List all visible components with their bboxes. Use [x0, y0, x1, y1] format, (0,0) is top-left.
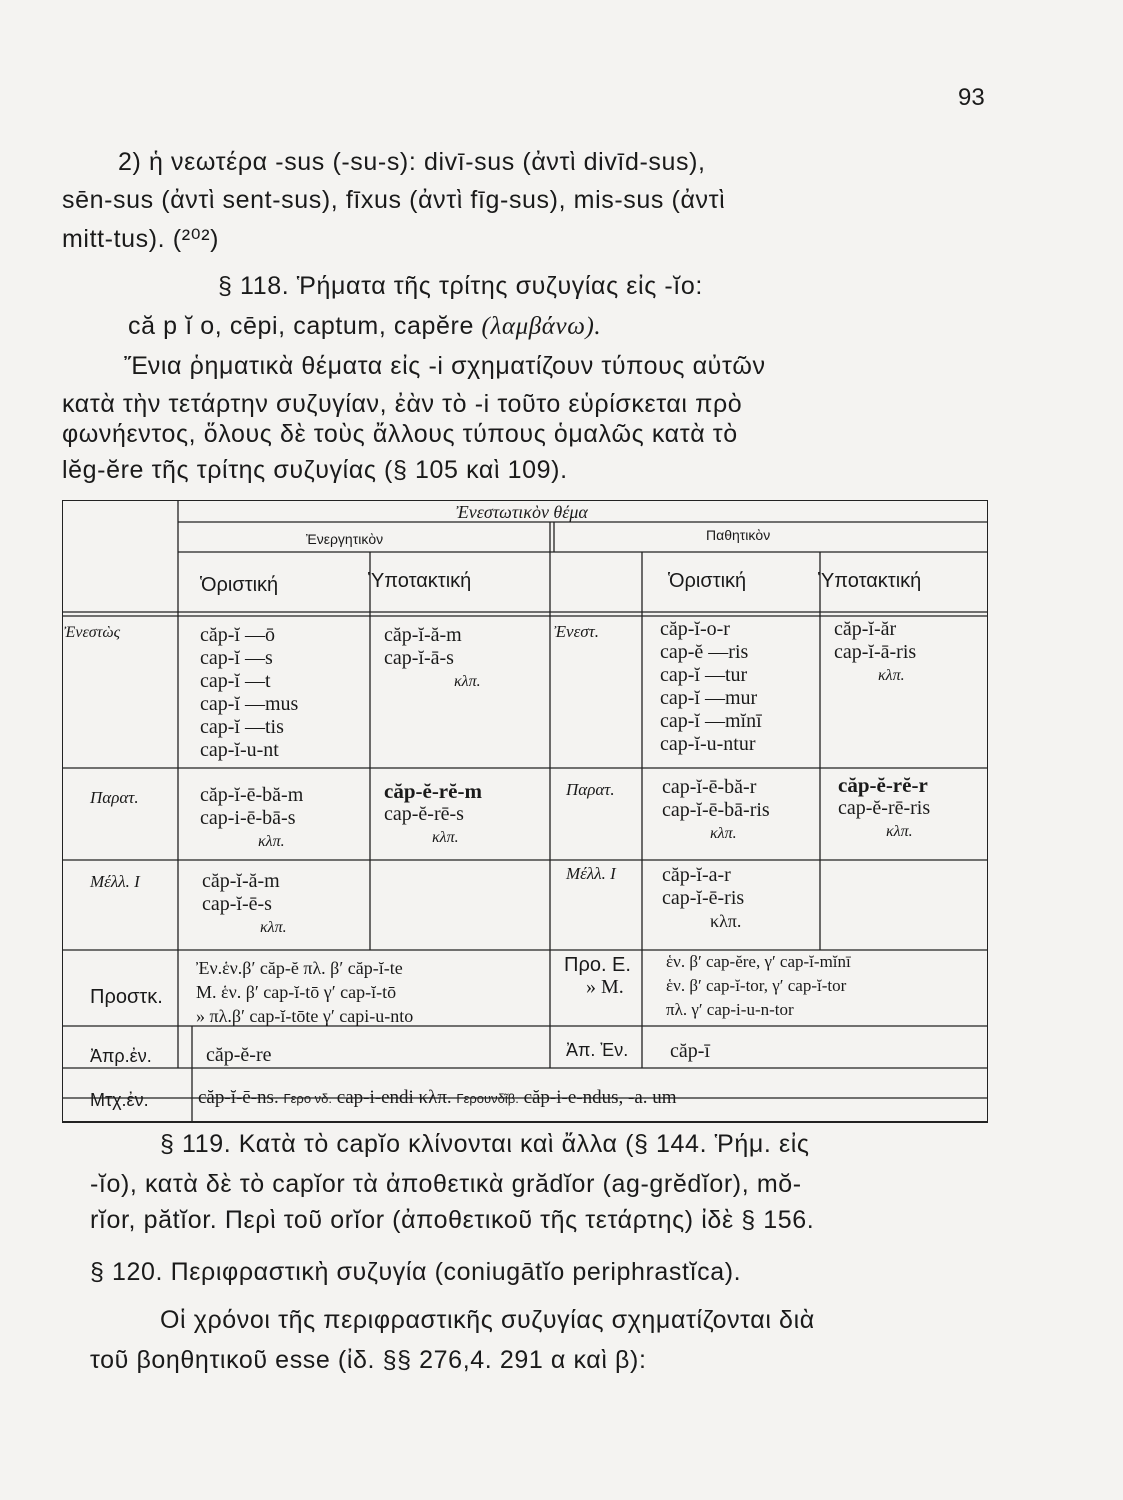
- active-indicative-present: [200, 624, 298, 762]
- participle: căp-ĭ-ē-ns.: [198, 1087, 279, 1108]
- para1-line1: 2) ἡ νεωτέρα -sus (-su-s): divī-sus (ἀντὶ divīd-sus),: [118, 148, 706, 176]
- table-title: Ἐνεστωτικὸν θέμα: [456, 502, 588, 522]
- gerundive: căp-i-e-ndus, -a. um: [523, 1087, 677, 1108]
- form: căp-ĭ-ăr: [834, 618, 897, 640]
- form: cap-ĭ-ē-bă-r: [662, 776, 757, 798]
- form: » πλ.β′ cap-ĭ-tōte γ′ capi-u-nto: [196, 1006, 414, 1026]
- form: cap-ĭ-ā-ris: [834, 641, 917, 663]
- form: cap-ĭ —s: [200, 647, 273, 669]
- header-active-indicative: Ὁριστική: [200, 574, 279, 596]
- form: cap-i-ē-bā-s: [200, 807, 296, 829]
- section-119-line2: -ĭo), κατὰ δὲ τὸ capĭor τὰ ἀποθετικὰ grădĭor (ag-grĕdĭor), mŏ-: [90, 1170, 802, 1198]
- example-gloss: (λαμβάνω).: [481, 313, 602, 340]
- row-label-future: Μέλλ. Ι: [90, 872, 140, 891]
- form: căp-ĭ —ō: [200, 624, 275, 646]
- active-subjunctive-present: [384, 624, 481, 693]
- header-passive-indicative: Ὁριστική: [668, 570, 747, 592]
- row-label-imperfect: Παρατ.: [90, 788, 139, 807]
- active-imperative: [196, 956, 413, 1028]
- participle-line: [198, 1086, 677, 1110]
- section-118-p3: φωνήεντος, ὅλους δὲ τοὺς ἄλλους τύπους ὁμαλῶς κατὰ τὸ: [62, 420, 738, 448]
- section-118-p4: lĕg-ĕre τῆς τρίτης συζυγίας (§ 105 καὶ 109).: [62, 456, 568, 484]
- form: cap-ĭ-ē-s: [202, 893, 272, 915]
- form: cap-ĭ —t: [200, 670, 271, 692]
- active-indicative-imperfect: [200, 784, 303, 853]
- section-120-line1: Οἱ χρόνοι τῆς περιφραστικῆς συζυγίας σχηματίζονται διὰ: [160, 1306, 815, 1334]
- row-label-present: Ἐνεστὼς: [64, 624, 121, 641]
- para1-line3: mitt-tus). (²⁰²): [62, 225, 220, 253]
- section-119-line3: rĭor, pătĭor. Περὶ τοῦ orĭor (ἀποθετικοῦ τῆς τετάρτης) ἰδὲ § 156.: [90, 1206, 815, 1234]
- section-118-p1: Ἔνια ῥηματικὰ θέματα εἰς -i σχηματίζουν τύπους αὐτῶν: [124, 352, 766, 380]
- row-label-imperative-passive-a: Προ. Ε.: [564, 954, 631, 976]
- form: cap-ĕ-rē-ris: [838, 797, 931, 819]
- section-120-heading: § 120. Περιφραστικὴ συζυγία (coniugātĭo periphrastĭca).: [90, 1258, 742, 1286]
- gerund: cap-i-endi κλπ.: [336, 1087, 452, 1108]
- example-forms: că p ĭ o, cēpi, captum, capĕre: [128, 312, 474, 340]
- form: cap-ĕ-rē-s: [384, 803, 464, 825]
- form: cap-ĭ —mus: [200, 693, 299, 715]
- form: căp-ĕ-rĕ-m: [384, 779, 482, 803]
- passive-indicative-future: [662, 864, 744, 933]
- section-120-line2: τοῦ βοηθητικοῦ esse (ἰδ. §§ 276,4. 291 α καὶ β):: [90, 1346, 647, 1374]
- form: ἑν. β′ cap-ĕre, γ′ cap-ĭ-mĭnī: [666, 952, 851, 971]
- etc-label: κλπ.: [886, 823, 913, 840]
- conjugation-table: [62, 500, 988, 1127]
- form: cap-ĭ-ē-bā-ris: [662, 799, 770, 821]
- form: căp-ĭ-o-r: [660, 618, 730, 640]
- etc-label: κλπ.: [710, 825, 737, 842]
- form: ἑν. β′ cap-ĭ-tor, γ′ cap-ĭ-tor: [666, 976, 847, 995]
- form: cap-ĭ-u-ntur: [660, 733, 756, 755]
- form: căp-ĕ-rĕ-r: [838, 773, 928, 797]
- passive-indicative-present: [660, 618, 762, 756]
- row-label-future-passive: Μέλλ. Ι: [566, 864, 616, 883]
- header-active-subjunctive: Ὑποτακτική: [368, 570, 472, 592]
- etc-label: κλπ.: [454, 673, 481, 690]
- row-label-participle: Μτχ.ἐν.: [90, 1090, 149, 1110]
- form: Μ. ἑν. β′ cap-ĭ-tō γ′ cap-ĭ-tō: [196, 982, 397, 1002]
- active-indicative-future: [202, 870, 287, 939]
- row-label-imperative: Προστκ.: [90, 986, 163, 1008]
- form: cap-ĕ —ris: [660, 641, 749, 663]
- row-label-present-passive: Ἐνεστ.: [554, 622, 600, 641]
- form: căp-ĭ-ē-bă-m: [200, 784, 304, 806]
- row-label-infinitive-passive: Ἀπ. Ἐν.: [566, 1040, 629, 1060]
- page-number: 93: [958, 84, 985, 111]
- section-118-heading: § 118. Ῥήματα τῆς τρίτης συζυγίας εἰς -ĭo:: [218, 272, 703, 300]
- form: cap-ĭ-ā-s: [384, 647, 454, 669]
- section-118-p2: κατὰ τὴν τετάρτην συζυγίαν, ἐὰν τὸ -i τοῦτο εὑρίσκεται πρὸ: [62, 390, 743, 418]
- para1-line2: sēn-sus (ἀντὶ sent-sus), fīxus (ἀντὶ fīg-sus), mis-sus (ἀντὶ: [62, 186, 726, 214]
- form: căp-ĭ-ă-m: [384, 624, 462, 646]
- section-118-example: [128, 312, 601, 341]
- form: Ἐν.ἑν.β′ căp-ĕ πλ. β′ căp-ĭ-te: [196, 958, 403, 978]
- row-label-imperative-passive-b: » Μ.: [586, 976, 624, 998]
- form: πλ. γ′ cap-i-u-n-tor: [666, 1000, 794, 1019]
- header-passive-subjunctive: Ὑποτακτική: [818, 570, 922, 592]
- form: căp-ĭ-a-r: [662, 864, 731, 886]
- etc-label: κλπ.: [260, 919, 287, 936]
- form: cap-ĭ-u-nt: [200, 739, 279, 761]
- header-passive: Παθητικὸν: [706, 527, 771, 543]
- passive-subjunctive-imperfect: [838, 774, 930, 843]
- form: căp-ĭ-ă-m: [202, 870, 280, 892]
- passive-infinitive: căp-ī: [670, 1040, 710, 1062]
- row-label-imperfect-passive: Παρατ.: [566, 780, 615, 799]
- form: cap-ĭ —tis: [200, 716, 284, 738]
- gerund-label: Γερο νδ.: [283, 1091, 333, 1106]
- form: cap-ĭ —mĭnī: [660, 710, 762, 732]
- passive-indicative-imperfect: [662, 776, 770, 845]
- active-subjunctive-imperfect: [384, 780, 482, 849]
- form: cap-ĭ —tur: [660, 664, 748, 686]
- gerundive-label: Γερουνδῖβ.: [456, 1091, 519, 1106]
- passive-subjunctive-present: [834, 618, 916, 687]
- passive-imperative: [666, 950, 851, 1022]
- row-label-infinitive: Ἀπρ.ἐν.: [90, 1046, 152, 1066]
- etc-label: κλπ.: [710, 911, 742, 931]
- etc-label: κλπ.: [258, 833, 285, 850]
- form: cap-ĭ —mur: [660, 687, 758, 709]
- etc-label: κλπ.: [878, 667, 905, 684]
- section-119-line1: § 119. Κατὰ τὸ capĭo κλίνονται καὶ ἄλλα (§ 144. Ῥήμ. εἰς: [160, 1130, 810, 1158]
- header-active: Ἐνεργητικὸν: [306, 531, 384, 547]
- form: cap-ĭ-ē-ris: [662, 887, 745, 909]
- active-infinitive: căp-ĕ-re: [206, 1044, 272, 1066]
- etc-label: κλπ.: [432, 829, 459, 846]
